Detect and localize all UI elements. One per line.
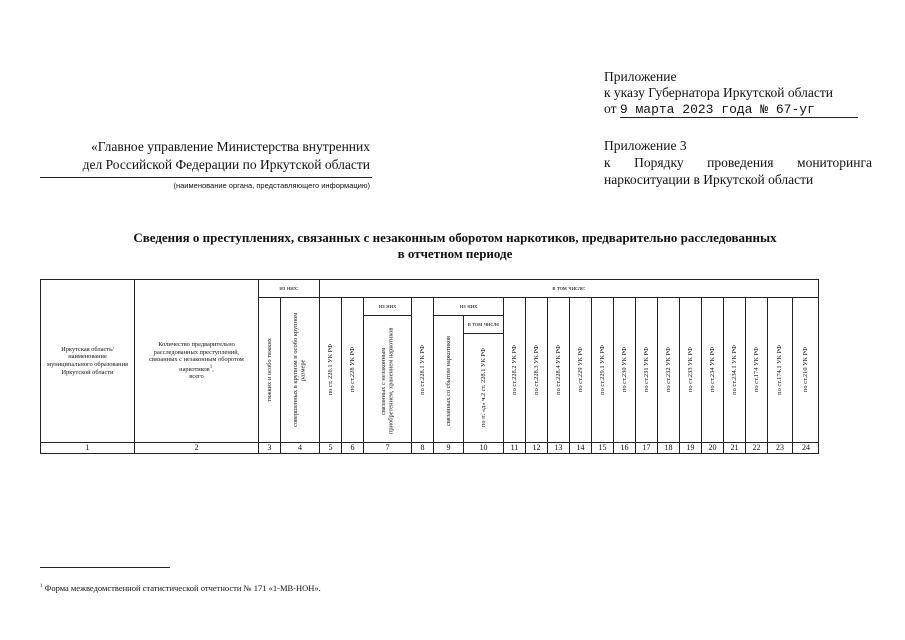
header-col7: связанных с незаконным приобретением, хранением наркотиков [364,316,412,443]
document-title [60,230,850,262]
appendix-date-value: 9 марта 2023 года № 67-уг [619,102,815,117]
number-cell: 20 [702,443,724,454]
number-cell: 1 [41,443,135,454]
header-col23: по ст.174.1 УК РФ [768,298,793,443]
date-underline [620,117,858,118]
number-cell: 3 [259,443,281,454]
header-iz-nih: из них: [259,280,320,298]
appendix-decree: к указу Губернатора Иркутской области [604,85,833,100]
number-cell: 8 [412,443,434,454]
number-cell: 5 [320,443,342,454]
organization-caption: (наименование органа, представляющего информацию) [173,181,370,190]
number-cell: 14 [570,443,592,454]
title-line2: в отчетном периоде [397,246,513,261]
header-iz-nih-col9: из них [434,298,504,316]
number-cell: 7 [364,443,412,454]
number-cell: 2 [135,443,259,454]
appendix3-title: Приложение 3 [604,138,687,153]
footnote-separator [40,567,170,568]
header-col24: по ст.210 УК РФ [793,298,819,443]
header-col4: совершенных в крупном и особо крупном размере [281,298,320,443]
number-cell: 15 [592,443,614,454]
number-cell: 10 [464,443,504,454]
number-cell: 22 [746,443,768,454]
appendix3-line3: наркоситуации в Иркутской области [604,172,814,187]
header-region: Иркутская область/ наименование муниципального образования Иркутской области [41,280,135,443]
header-col8: по ст.228.1 УК РФ [412,298,434,443]
footnote [40,583,321,593]
number-cell: 6 [342,443,364,454]
header-col19: по ст.233 УК РФ [680,298,702,443]
number-cell: 24 [793,443,819,454]
organization-line2: дел Российской Федерации по Иркутской области [82,157,370,172]
header-col15: по ст.229.1 УК РФ [592,298,614,443]
header-total-count: Количество предварительно расследованных преступлений, связанных с незаконным оборотом наркотиков$^1$, всего [135,280,259,443]
appendix-date-prefix: от [604,101,617,116]
footnote-text: Форма межведомственной статистической отчетности № 171 «1-МВ-НОН». [44,583,321,593]
header-col13: по ст.228.4 УК РФ [548,298,570,443]
appendix3-line2: к Порядку проведения мониторинга [604,155,872,170]
header-iz-nih-col7: из них [364,298,412,316]
header-v-tom-chisle: в том числе: [320,280,819,298]
report-table [40,279,819,454]
number-cell: 21 [724,443,746,454]
footnote-marker: 1 [40,584,43,590]
number-cell: 16 [614,443,636,454]
header-col17: по ст.231 УК РФ [636,298,658,443]
number-cell: 23 [768,443,793,454]
header-col18: по ст.232 УК РФ [658,298,680,443]
number-cell: 11 [504,443,526,454]
number-cell: 17 [636,443,658,454]
header-col6: по ст.228 УК РФ [342,298,364,443]
appendix-title: Приложение [604,69,677,84]
header-col20: по ст.234 УК РФ [702,298,724,443]
organization-line1: «Главное управление Министерства внутренних [91,139,370,154]
number-cell: 13 [548,443,570,454]
header-col9: связанных со сбытом наркотиков [434,316,464,443]
header-col14: по ст.229 УК РФ [570,298,592,443]
header-col22: по ст.174 УК РФ [746,298,768,443]
header-col5: по ст. 226.1 УК РФ [320,298,342,443]
header-col16: по ст.230 УК РФ [614,298,636,443]
number-cell: 18 [658,443,680,454]
header-col11: по ст.228.2 УК РФ [504,298,526,443]
number-cell: 4 [281,443,320,454]
organization-underline [40,177,372,178]
number-cell: 12 [526,443,548,454]
header-v-tom-chisle-col10: в том числе [464,316,504,334]
number-cell: 19 [680,443,702,454]
header-col21: по ст.234.1 УК РФ [724,298,746,443]
header-col3: тяжких и особо тяжких [259,298,281,443]
header-col12: по ст.228.3 УК РФ [526,298,548,443]
number-cell: 9 [434,443,464,454]
organization-name [40,138,370,174]
title-line1: Сведения о преступлениях, связанных с незаконным оборотом наркотиков, предварительно расследованных [133,230,777,245]
header-col10: по п. «д» ч.2 ст. 228.1 УК РФ [464,334,504,443]
